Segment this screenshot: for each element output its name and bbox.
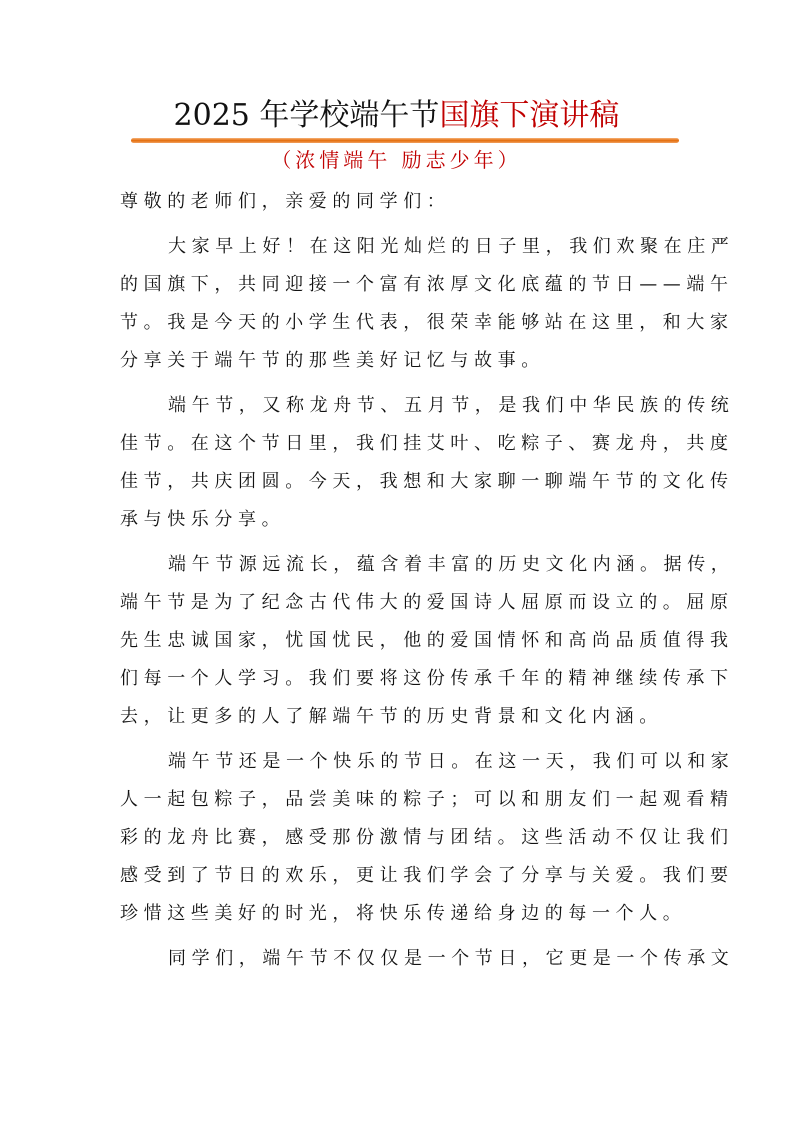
paragraph-line: 端午节源远流长，蕴含着丰富的历史文化内涵。据传， xyxy=(168,554,735,575)
title-divider xyxy=(131,138,679,143)
paragraph-line: 端午节还是一个快乐的节日。在这一天，我们可以和家 xyxy=(168,751,735,772)
paragraph-line: 人一起包粽子，品尝美味的粽子；可以和朋友们一起观看精 xyxy=(120,789,734,810)
paragraph-line: 感受到了节日的欢乐，更让我们学会了分享与关爱。我们要 xyxy=(120,865,734,886)
paragraph-line: 分享关于端午节的那些美好记忆与故事。 xyxy=(120,350,545,371)
title-red: 国旗下演讲稿 xyxy=(439,98,620,133)
greeting: 尊敬的老师们，亲爱的同学们： xyxy=(120,191,451,212)
paragraph xyxy=(120,228,735,380)
paragraph xyxy=(120,546,735,736)
paragraph-line: 大家早上好！在这阳光灿烂的日子里，我们欢聚在庄严 xyxy=(168,236,735,257)
paragraph-line: 佳节。在这个节日里，我们挂艾叶、吃粽子、赛龙舟，共度 xyxy=(120,433,734,454)
document-subtitle: （浓情端午 励志少年） xyxy=(271,148,522,172)
title-black: 2025 年学校端午节 xyxy=(173,98,440,133)
paragraph-line: 端午节是为了纪念古代伟大的爱国诗人屈原而设立的。屈原 xyxy=(120,592,734,613)
paragraph-line: 彩的龙舟比赛，感受那份激情与团结。这些活动不仅让我们 xyxy=(120,827,734,848)
paragraph xyxy=(120,743,735,933)
document-body xyxy=(120,183,735,985)
paragraph-line: 同学们，端午节不仅仅是一个节日，它更是一个传承文 xyxy=(168,948,735,969)
paragraph-line: 珍惜这些美好的时光，将快乐传递给身边的每一个人。 xyxy=(120,903,687,924)
paragraph-line: 们每一个人学习。我们要将这份传承千年的精神继续传承下 xyxy=(120,668,734,689)
paragraph xyxy=(120,940,735,978)
paragraph-line: 端午节，又称龙舟节、五月节，是我们中华民族的传统 xyxy=(168,395,735,416)
paragraph-line: 佳节，共庆团圆。今天，我想和大家聊一聊端午节的文化传 xyxy=(120,471,734,492)
document-title xyxy=(0,96,793,136)
paragraph-line: 先生忠诚国家，忧国忧民，他的爱国情怀和高尚品质值得我 xyxy=(120,630,734,651)
paragraph-line: 的国旗下，共同迎接一个富有浓厚文化底蕴的节日——端午 xyxy=(120,274,734,295)
paragraph xyxy=(120,387,735,539)
paragraph-line: 去，让更多的人了解端午节的历史背景和文化内涵。 xyxy=(120,706,663,727)
paragraph-line: 承与快乐分享。 xyxy=(120,509,286,530)
paragraph-line: 节。我是今天的小学生代表，很荣幸能够站在这里，和大家 xyxy=(120,312,734,333)
